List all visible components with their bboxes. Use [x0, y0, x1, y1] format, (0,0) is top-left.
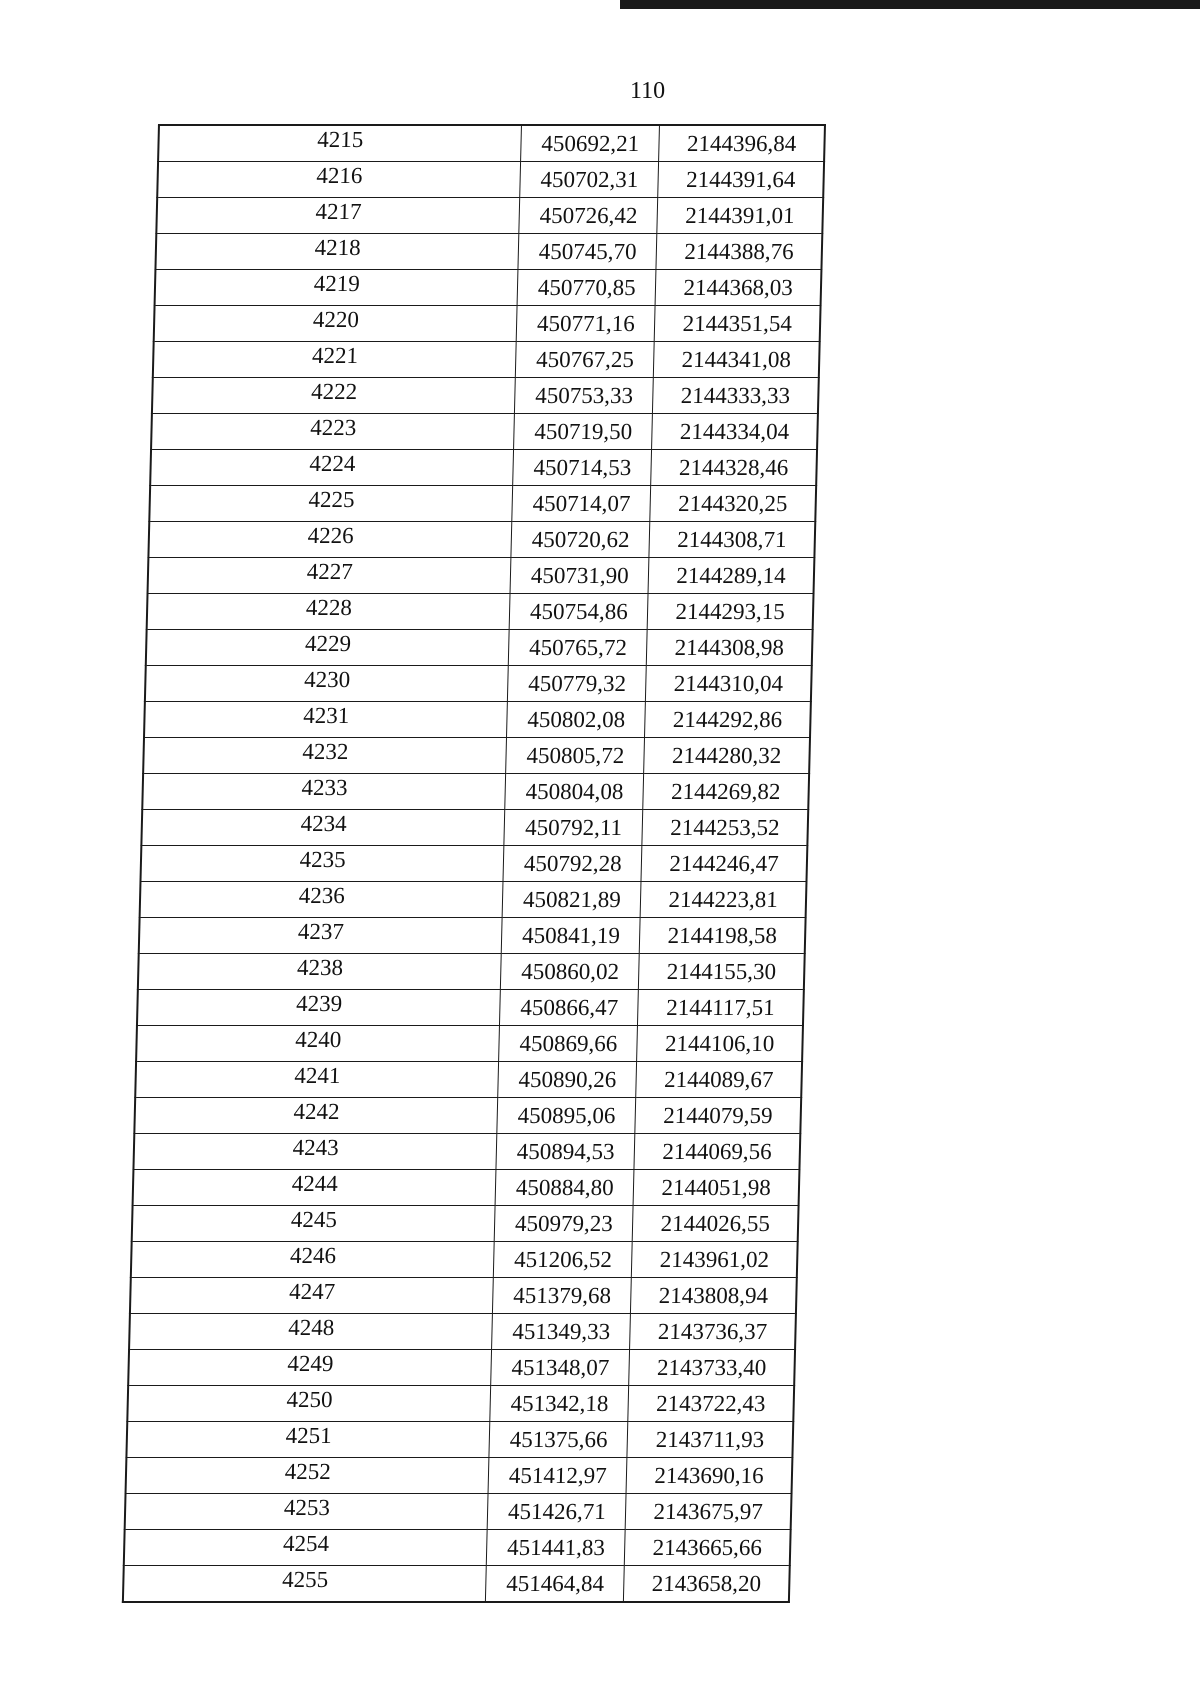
x-coordinate-cell: 451426,71: [488, 1494, 627, 1530]
point-number-cell: 4217: [156, 198, 520, 234]
table-row: [138, 954, 805, 990]
table-row: [158, 125, 825, 162]
x-coordinate-cell: 450771,16: [517, 306, 656, 342]
x-coordinate-cell: 451375,66: [489, 1422, 628, 1458]
table-row: [152, 378, 819, 414]
point-number-cell: 4221: [153, 342, 517, 378]
y-coordinate-cell: 2144026,55: [632, 1206, 798, 1242]
x-coordinate-cell: 451412,97: [488, 1458, 627, 1494]
table-row: [154, 306, 821, 342]
y-coordinate-cell: 2143736,37: [630, 1314, 796, 1350]
table-row: [157, 162, 824, 198]
point-number-cell: 4218: [155, 234, 519, 270]
point-number-cell: 4226: [148, 522, 512, 558]
y-coordinate-cell: 2144280,32: [644, 738, 810, 774]
y-coordinate-cell: 2143665,66: [625, 1530, 791, 1566]
x-coordinate-cell: 450821,89: [503, 882, 642, 918]
x-coordinate-cell: 450979,23: [495, 1206, 634, 1242]
x-coordinate-cell: 450731,90: [510, 558, 649, 594]
point-number-cell: 4246: [131, 1242, 495, 1278]
x-coordinate-cell: 450894,53: [496, 1134, 635, 1170]
point-number-cell: 4239: [137, 990, 501, 1026]
y-coordinate-cell: 2144223,81: [640, 882, 806, 918]
y-coordinate-cell: 2144289,14: [648, 558, 814, 594]
point-number-cell: 4220: [154, 306, 518, 342]
table-row: [149, 486, 816, 522]
y-coordinate-cell: 2144320,25: [650, 486, 816, 522]
x-coordinate-cell: 451464,84: [486, 1566, 625, 1603]
table-row: [126, 1422, 793, 1458]
y-coordinate-cell: 2143711,93: [627, 1422, 793, 1458]
point-number-cell: 4231: [144, 702, 508, 738]
point-number-cell: 4219: [155, 270, 519, 306]
scan-edge-bar: [620, 0, 1200, 9]
x-coordinate-cell: 450765,72: [509, 630, 648, 666]
table-row: [148, 558, 815, 594]
table-row: [126, 1458, 793, 1494]
point-number-cell: 4232: [143, 738, 507, 774]
x-coordinate-cell: 450895,06: [497, 1098, 636, 1134]
point-number-cell: 4252: [126, 1458, 490, 1494]
y-coordinate-cell: 2144334,04: [652, 414, 818, 450]
x-coordinate-cell: 450841,19: [502, 918, 641, 954]
y-coordinate-cell: 2144391,01: [657, 198, 823, 234]
point-number-cell: 4248: [129, 1314, 493, 1350]
y-coordinate-cell: 2144351,54: [654, 306, 820, 342]
y-coordinate-cell: 2144051,98: [633, 1170, 799, 1206]
y-coordinate-cell: 2144106,10: [637, 1026, 803, 1062]
x-coordinate-cell: 450869,66: [499, 1026, 638, 1062]
y-coordinate-cell: 2144293,15: [647, 594, 813, 630]
table-row: [151, 414, 818, 450]
point-number-cell: 4251: [126, 1422, 490, 1458]
x-coordinate-cell: 450792,11: [504, 810, 643, 846]
table-row: [155, 234, 822, 270]
x-coordinate-cell: 450792,28: [503, 846, 642, 882]
point-number-cell: 4253: [125, 1494, 489, 1530]
y-coordinate-cell: 2144069,56: [634, 1134, 800, 1170]
y-coordinate-cell: 2144246,47: [641, 846, 807, 882]
x-coordinate-cell: 450726,42: [519, 198, 658, 234]
point-number-cell: 4236: [140, 882, 504, 918]
point-number-cell: 4235: [140, 846, 504, 882]
point-number-cell: 4249: [128, 1350, 492, 1386]
table-row: [135, 1062, 802, 1098]
x-coordinate-cell: 451441,83: [487, 1530, 626, 1566]
point-number-cell: 4228: [147, 594, 511, 630]
table-row: [143, 738, 810, 774]
y-coordinate-cell: 2144117,51: [638, 990, 804, 1026]
y-coordinate-cell: 2143690,16: [626, 1458, 792, 1494]
point-number-cell: 4215: [158, 125, 522, 162]
y-coordinate-cell: 2144155,30: [639, 954, 805, 990]
point-number-cell: 4254: [124, 1530, 488, 1566]
table-row: [156, 198, 823, 234]
y-coordinate-cell: 2143658,20: [624, 1566, 790, 1603]
y-coordinate-cell: 2144269,82: [643, 774, 809, 810]
y-coordinate-cell: 2144253,52: [642, 810, 808, 846]
x-coordinate-cell: 450804,08: [505, 774, 644, 810]
point-number-cell: 4247: [130, 1278, 494, 1314]
coordinates-table: [122, 124, 826, 1603]
table-row: [130, 1278, 797, 1314]
x-coordinate-cell: 451348,07: [491, 1350, 630, 1386]
x-coordinate-cell: 450890,26: [498, 1062, 637, 1098]
x-coordinate-cell: 450866,47: [500, 990, 639, 1026]
y-coordinate-cell: 2144292,86: [645, 702, 811, 738]
x-coordinate-cell: 451349,33: [492, 1314, 631, 1350]
point-number-cell: 4227: [148, 558, 512, 594]
table-row: [148, 522, 815, 558]
y-coordinate-cell: 2144341,08: [654, 342, 820, 378]
x-coordinate-cell: 450860,02: [501, 954, 640, 990]
point-number-cell: 4238: [138, 954, 502, 990]
table-row: [128, 1350, 795, 1386]
table-row: [124, 1530, 791, 1566]
y-coordinate-cell: 2143808,94: [631, 1278, 797, 1314]
x-coordinate-cell: 450767,25: [516, 342, 655, 378]
x-coordinate-cell: 450745,70: [518, 234, 657, 270]
y-coordinate-cell: 2144089,67: [636, 1062, 802, 1098]
point-number-cell: 4216: [157, 162, 521, 198]
point-number-cell: 4241: [135, 1062, 499, 1098]
x-coordinate-cell: 450884,80: [496, 1170, 635, 1206]
coordinates-table-body: [123, 125, 825, 1602]
table-row: [134, 1098, 801, 1134]
point-number-cell: 4240: [136, 1026, 500, 1062]
table-row: [132, 1206, 799, 1242]
point-number-cell: 4222: [152, 378, 516, 414]
point-number-cell: 4224: [150, 450, 514, 486]
x-coordinate-cell: 450753,33: [515, 378, 654, 414]
y-coordinate-cell: 2144310,04: [646, 666, 812, 702]
x-coordinate-cell: 451206,52: [494, 1242, 633, 1278]
point-number-cell: 4233: [142, 774, 506, 810]
y-coordinate-cell: 2144391,64: [658, 162, 824, 198]
point-number-cell: 4229: [146, 630, 510, 666]
table-row: [142, 774, 809, 810]
x-coordinate-cell: 450802,08: [507, 702, 646, 738]
table-row: [131, 1242, 798, 1278]
point-number-cell: 4244: [133, 1170, 497, 1206]
table-row: [123, 1566, 790, 1603]
table-row: [144, 702, 811, 738]
x-coordinate-cell: 450714,07: [512, 486, 651, 522]
y-coordinate-cell: 2144308,98: [647, 630, 813, 666]
point-number-cell: 4237: [139, 918, 503, 954]
y-coordinate-cell: 2144079,59: [635, 1098, 801, 1134]
table-row: [141, 810, 808, 846]
table-row: [139, 918, 806, 954]
point-number-cell: 4230: [145, 666, 509, 702]
x-coordinate-cell: 450754,86: [510, 594, 649, 630]
y-coordinate-cell: 2144388,76: [656, 234, 822, 270]
y-coordinate-cell: 2143733,40: [629, 1350, 795, 1386]
table-row: [153, 342, 820, 378]
y-coordinate-cell: 2144328,46: [651, 450, 817, 486]
table-row: [125, 1494, 792, 1530]
x-coordinate-cell: 451342,18: [490, 1386, 629, 1422]
point-number-cell: 4234: [141, 810, 505, 846]
table-row: [140, 846, 807, 882]
y-coordinate-cell: 2143722,43: [628, 1386, 794, 1422]
y-coordinate-cell: 2144198,58: [639, 918, 805, 954]
x-coordinate-cell: 450714,53: [513, 450, 652, 486]
point-number-cell: 4255: [123, 1566, 487, 1603]
y-coordinate-cell: 2144396,84: [659, 125, 825, 162]
table-row: [127, 1386, 794, 1422]
table-row: [129, 1314, 796, 1350]
page-number: 110: [630, 78, 666, 104]
x-coordinate-cell: 450702,31: [520, 162, 659, 198]
table-row: [147, 594, 814, 630]
y-coordinate-cell: 2144368,03: [655, 270, 821, 306]
point-number-cell: 4225: [149, 486, 513, 522]
table-row: [146, 630, 813, 666]
x-coordinate-cell: 450770,85: [518, 270, 657, 306]
table-row: [137, 990, 804, 1026]
x-coordinate-cell: 450720,62: [511, 522, 650, 558]
point-number-cell: 4223: [151, 414, 515, 450]
table-row: [150, 450, 817, 486]
table-row: [136, 1026, 803, 1062]
y-coordinate-cell: 2144308,71: [649, 522, 815, 558]
point-number-cell: 4243: [133, 1134, 497, 1170]
point-number-cell: 4250: [127, 1386, 491, 1422]
x-coordinate-cell: 450779,32: [508, 666, 647, 702]
table-row: [133, 1134, 800, 1170]
x-coordinate-cell: 451379,68: [493, 1278, 632, 1314]
y-coordinate-cell: 2144333,33: [653, 378, 819, 414]
x-coordinate-cell: 450692,21: [521, 125, 660, 162]
x-coordinate-cell: 450719,50: [514, 414, 653, 450]
y-coordinate-cell: 2143675,97: [625, 1494, 791, 1530]
point-number-cell: 4245: [132, 1206, 496, 1242]
table-row: [133, 1170, 800, 1206]
point-number-cell: 4242: [134, 1098, 498, 1134]
table-row: [155, 270, 822, 306]
table-row: [145, 666, 812, 702]
y-coordinate-cell: 2143961,02: [632, 1242, 798, 1278]
x-coordinate-cell: 450805,72: [506, 738, 645, 774]
table-row: [140, 882, 807, 918]
